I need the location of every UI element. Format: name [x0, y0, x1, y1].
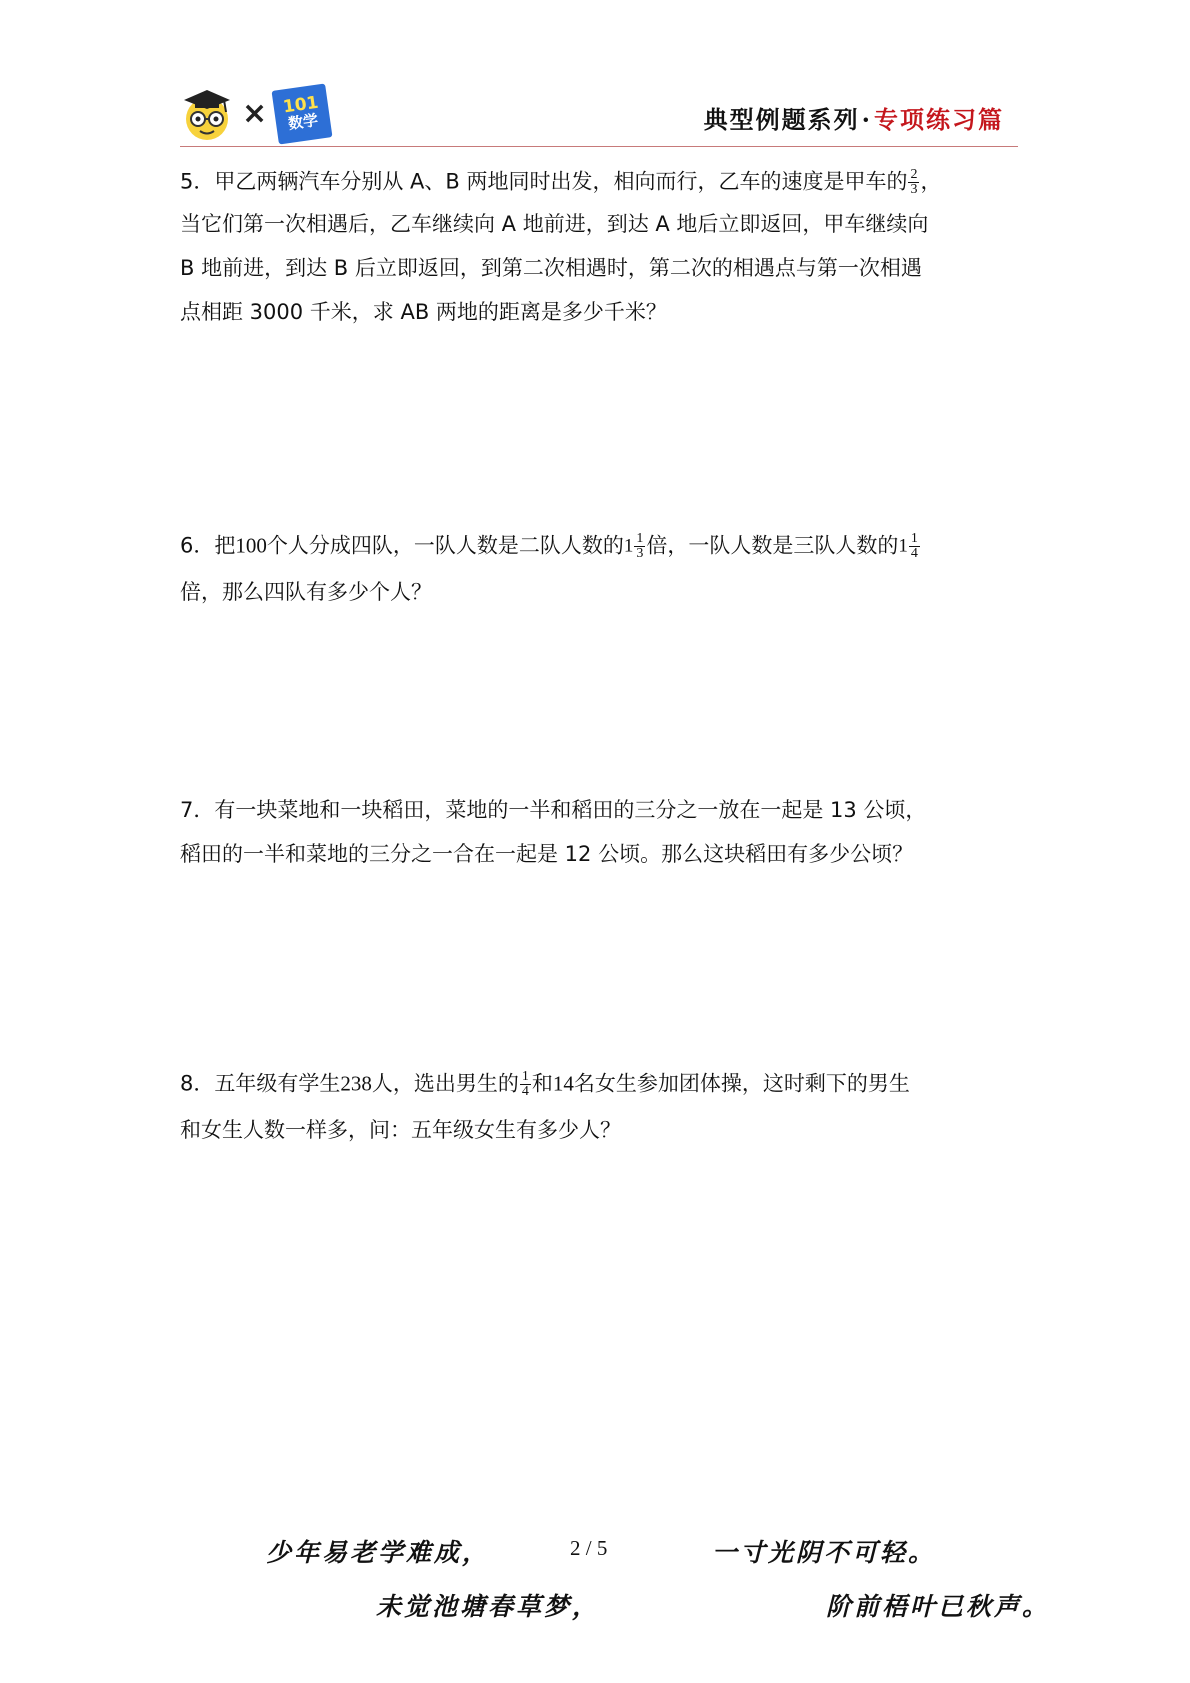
mixed-whole: 1 — [898, 535, 908, 557]
question-6 — [180, 532, 1016, 604]
q7-line-2: 稻田的一半和菜地的三分之一合在一起是 12 公顷。那么这块稻田有多少公顷？ — [180, 842, 914, 866]
header-title-dot: · — [861, 105, 872, 134]
q8-text-1c: 和 — [531, 1071, 553, 1096]
q5-line-4: 点相距 3000 千米，求 AB 两地的距离是多少千米？ — [180, 300, 667, 324]
page-number: 2 / 5 — [570, 1536, 608, 1560]
q6-fraction-2 — [909, 532, 920, 561]
q5-text-1b: ， — [920, 169, 942, 194]
q6-number-100: 100 — [235, 533, 267, 558]
q8-fraction — [520, 1070, 531, 1099]
brand-number: 101 — [281, 92, 320, 118]
fraction-numerator: 1 — [521, 1069, 529, 1084]
q8-number-238: 238 — [340, 1071, 372, 1096]
fraction-numerator: 1 — [636, 531, 644, 546]
header-title — [704, 100, 1004, 135]
q6-text-1a: 6．把 — [180, 533, 236, 558]
footer-poem-line-1: 少年易老学难成， — [266, 1538, 491, 1567]
q6-text-1c: 倍，一队人数是三队人数的 — [646, 533, 899, 558]
mascot-icon — [180, 86, 234, 142]
brand-logo — [272, 84, 333, 145]
fraction-denominator: 4 — [910, 546, 918, 561]
question-8 — [180, 1070, 1016, 1142]
q5-fraction — [908, 168, 919, 197]
mixed-whole: 1 — [623, 535, 634, 557]
header-title-main: 典型例题系列 — [703, 105, 860, 134]
q8-text-1d: 名女生参加团体操，这时剩下的男生 — [573, 1071, 910, 1096]
fraction-denominator: 3 — [636, 546, 644, 561]
q8-line-1 — [180, 1069, 1016, 1099]
footer-poem-line-2: 一寸光阴不可轻。 — [712, 1538, 937, 1567]
q6-fraction-1 — [634, 532, 645, 561]
header-logo — [180, 86, 329, 142]
q8-text-1b: 人，选出男生的 — [371, 1071, 519, 1096]
q6-line-2: 倍，那么四队有多少个人？ — [180, 580, 432, 604]
times-symbol: × — [242, 96, 268, 131]
q5-line-1 — [180, 167, 1016, 197]
q5-line-3: B 地前进，到达 B 后立即返回，到第二次相遇时，第二次的相遇点与第一次相遇 — [180, 256, 922, 280]
question-7 — [180, 798, 1016, 866]
q8-line-2: 和女生人数一样多，问：五年级女生有多少人？ — [180, 1118, 621, 1142]
q8-text-1a: 8．五年级有学生 — [180, 1071, 341, 1096]
fraction-denominator: 3 — [910, 182, 918, 197]
fraction-numerator: 2 — [910, 167, 918, 182]
brand-text: 数学 — [287, 111, 320, 134]
q5-text-1a: 5．甲乙两辆汽车分别从 A、B 两地同时出发，相向而行，乙车的速度是甲车的 — [180, 169, 908, 194]
q5-line-2: 当它们第一次相遇后，乙车继续向 A 地前进，到达 A 地后立即返回，甲车继续向 — [180, 212, 929, 236]
question-5 — [180, 168, 1016, 324]
header-divider — [180, 146, 1018, 147]
header-title-accent: 专项练习篇 — [874, 105, 1004, 134]
footer-poem-line-3: 未觉池塘春草梦， — [376, 1592, 601, 1621]
q6-text-1b: 个人分成四队，一队人数是二队人数的 — [266, 533, 624, 558]
footer-poem-line-4: 阶前梧叶已秋声。 — [826, 1592, 1051, 1621]
page-header — [180, 80, 1018, 146]
q6-line-1 — [180, 531, 1016, 561]
fraction-numerator: 1 — [910, 531, 918, 546]
fraction-denominator: 4 — [521, 1084, 529, 1099]
q8-number-14: 14 — [552, 1071, 574, 1096]
q7-line-1: 7．有一块菜地和一块稻田，菜地的一半和稻田的三分之一放在一起是 13 公顷， — [180, 798, 927, 822]
